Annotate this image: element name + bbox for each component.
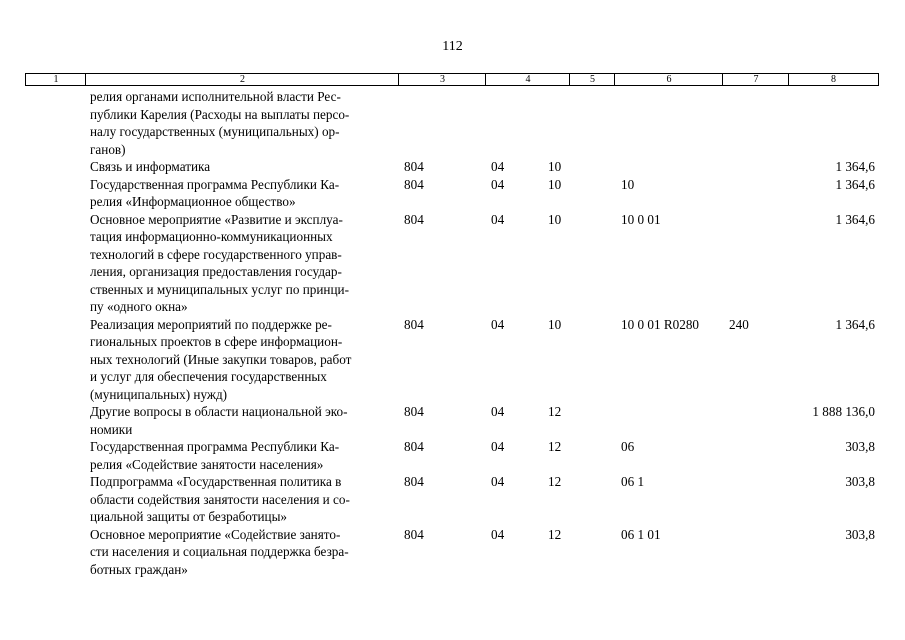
description-line: ганов) [90, 141, 126, 157]
row-description [90, 316, 393, 404]
subsection-code: 04 [491, 526, 505, 542]
section-part-code: 10 [548, 176, 562, 192]
amount: 303,8 [845, 474, 875, 489]
table-row [0, 526, 905, 579]
column-header-6: 6 [614, 73, 723, 86]
row-description [90, 473, 393, 526]
subsection-code: 04 [491, 404, 505, 419]
table-row [0, 403, 905, 438]
description-line: Подпрограмма «Государственная политика в [90, 474, 342, 489]
row-description [90, 211, 393, 316]
table-row [0, 438, 905, 473]
column-header-4: 4 [485, 73, 570, 86]
section-part-code: 10 [548, 159, 562, 174]
description-line: Другие вопросы в области национальной эко- [90, 404, 348, 419]
description-line: и услуг для обеспечения государственных [90, 369, 327, 384]
amount: 1 364,6 [835, 316, 875, 332]
row-description [90, 88, 393, 158]
description-line: Государственная программа Республики Ка- [90, 439, 340, 454]
section-part-code: 10 [548, 211, 562, 227]
table-header [25, 73, 879, 85]
amount: 1 364,6 [835, 176, 875, 192]
description-line: технологий в сфере государственного управ- [90, 246, 342, 262]
description-line: номики [90, 421, 133, 437]
description-line: тация информационно-коммуникационных [90, 229, 333, 244]
amount: 1 888 136,0 [812, 404, 875, 419]
subsection-code: 04 [491, 176, 505, 192]
table-row [0, 316, 905, 404]
column-header-5: 5 [569, 73, 615, 86]
table-row [0, 176, 905, 211]
description-line: пу «одного окна» [90, 299, 188, 314]
row-description [90, 438, 393, 473]
description-line: циальной защиты от безработицы» [90, 509, 288, 524]
description-line: ственных и муниципальных услуг по принци- [90, 281, 349, 297]
row-description [90, 526, 393, 579]
description-line: Основное мероприятие «Развитие и эксплуа- [90, 211, 343, 227]
amount: 303,8 [845, 439, 875, 454]
description-line: Реализация мероприятий по поддержке ре- [90, 316, 332, 332]
row-description [90, 176, 393, 211]
section-part-code: 12 [548, 439, 562, 454]
column-header-3: 3 [398, 73, 486, 86]
description-line: Государственная программа Республики Ка- [90, 176, 340, 192]
column-header-2: 2 [85, 73, 399, 86]
table-row [0, 211, 905, 316]
table-row [0, 88, 905, 158]
section-part-code: 12 [548, 404, 562, 419]
description-line: налу государственных (муниципальных) ор- [90, 124, 340, 139]
row-description [90, 158, 393, 176]
page-number: 112 [442, 39, 463, 54]
expense-type-code: 240 [729, 316, 749, 332]
description-line: ления, организация предоставления государ- [90, 264, 342, 279]
description-line: гиональных проектов в сфере информацион- [90, 334, 343, 349]
section-part-code: 12 [548, 474, 562, 489]
section-code: 804 [404, 159, 424, 174]
target-article-code: 06 1 [621, 474, 645, 489]
description-line: релия «Содействие занятости населения» [90, 456, 324, 472]
section-code: 804 [404, 439, 424, 454]
section-part-code: 10 [548, 316, 562, 332]
section-code: 804 [404, 176, 424, 192]
subsection-code: 04 [491, 159, 505, 174]
target-article-code: 06 [621, 439, 635, 454]
description-line: области содействия занятости населения и со- [90, 491, 350, 507]
description-line: ных технологий (Иные закупки товаров, работ [90, 351, 352, 367]
amount: 1 364,6 [835, 159, 875, 174]
description-line: релия «Информационное общество» [90, 194, 296, 209]
section-code: 804 [404, 404, 424, 419]
table-row [0, 158, 905, 176]
table-body [0, 88, 905, 578]
amount: 1 364,6 [835, 211, 875, 227]
description-line: релия органами исполнительной власти Рес- [90, 89, 341, 104]
table-row [0, 473, 905, 526]
target-article-code: 10 0 01 R0280 [621, 316, 700, 332]
target-article-code: 10 [621, 176, 635, 192]
description-line: ботных граждан» [90, 561, 188, 577]
column-header-7: 7 [722, 73, 789, 86]
row-description [90, 403, 393, 438]
target-article-code: 10 0 01 [621, 211, 661, 227]
subsection-code: 04 [491, 474, 505, 489]
subsection-code: 04 [491, 439, 505, 454]
subsection-code: 04 [491, 211, 505, 227]
target-article-code: 06 1 01 [621, 526, 661, 542]
description-line: (муниципальных) нужд) [90, 386, 228, 402]
amount: 303,8 [845, 526, 875, 542]
section-code: 804 [404, 211, 424, 227]
description-line: сти населения и социальная поддержка безра- [90, 544, 349, 559]
subsection-code: 04 [491, 316, 505, 332]
section-part-code: 12 [548, 526, 562, 542]
section-code: 804 [404, 526, 424, 542]
column-header-8: 8 [788, 73, 879, 86]
column-header-1: 1 [25, 73, 86, 86]
section-code: 804 [404, 474, 424, 489]
description-line: Связь и информатика [90, 159, 211, 174]
description-line: публики Карелия (Расходы на выплаты персо- [90, 106, 350, 122]
section-code: 804 [404, 316, 424, 332]
description-line: Основное мероприятие «Содействие занято- [90, 526, 341, 542]
